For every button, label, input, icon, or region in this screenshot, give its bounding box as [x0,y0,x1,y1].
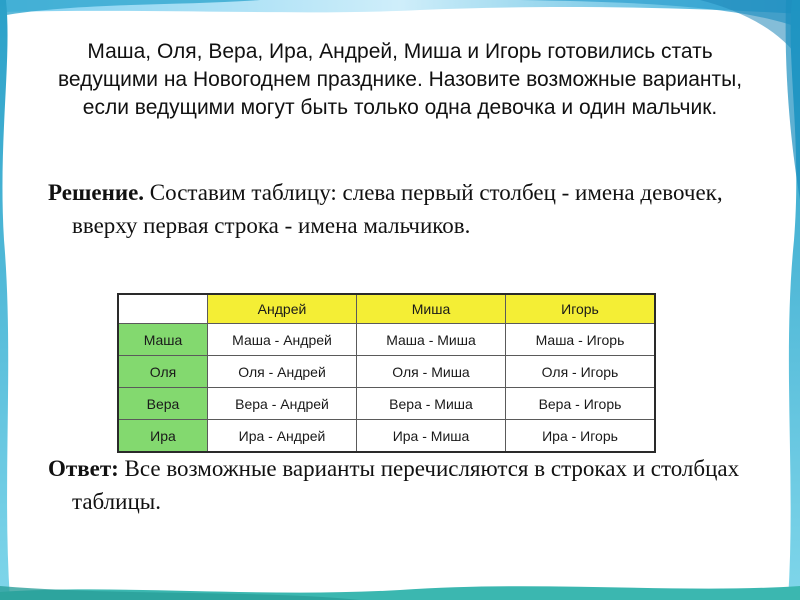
table-cell: Ира - Миша [357,420,506,453]
table-cell: Вера - Миша [357,388,506,420]
row-header-ira: Ира [118,420,208,453]
table-corner-cell [118,294,208,324]
row-header-vera: Вера [118,388,208,420]
answer-paragraph [48,452,760,518]
combinations-table [117,293,656,453]
table-cell: Ира - Игорь [506,420,656,453]
solution-label: Решение. [48,180,145,205]
column-header-misha: Миша [357,294,506,324]
table-cell: Оля - Игорь [506,356,656,388]
row-header-olya: Оля [118,356,208,388]
problem-statement: Маша, Оля, Вера, Ира, Андрей, Миша и Игорь готовились стать ведущими на Новогоднем празднике. Назовите возможные варианты, если ведущими могут быть только одна девочка и один мальчик. [57,40,743,119]
answer-label: Ответ: [48,456,119,481]
table-header-row [118,294,655,324]
column-header-andrey: Андрей [208,294,357,324]
table-cell: Маша - Миша [357,324,506,356]
left-wave-decoration [0,0,10,600]
table-row [118,356,655,388]
table-cell: Вера - Игорь [506,388,656,420]
table-row [118,388,655,420]
answer-text: Все возможные варианты перечисляются в строках и столбцах таблицы. [72,456,740,514]
table-cell: Оля - Андрей [208,356,357,388]
table-cell: Маша - Игорь [506,324,656,356]
solution-text: Составим таблицу: слева первый столбец - имена девочек, вверху первая строка - имена мальчиков. [72,180,723,238]
solution-paragraph [48,176,760,242]
table-cell: Ира - Андрей [208,420,357,453]
table-cell: Маша - Андрей [208,324,357,356]
row-header-masha: Маша [118,324,208,356]
table-cell: Оля - Миша [357,356,506,388]
table-row [118,324,655,356]
table-cell: Вера - Андрей [208,388,357,420]
column-header-igor: Игорь [506,294,656,324]
table-row [118,420,655,453]
